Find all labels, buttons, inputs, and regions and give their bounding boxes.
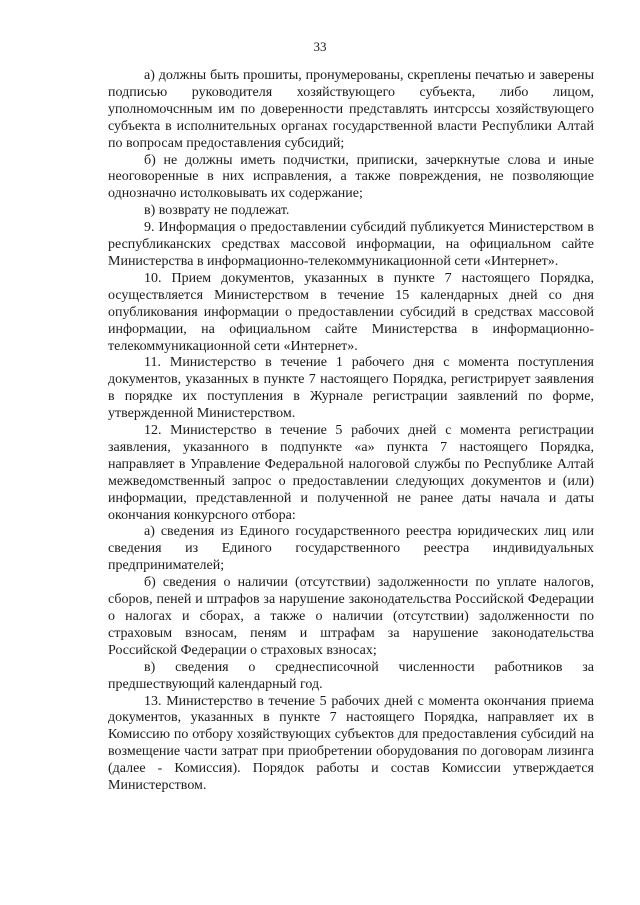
paragraph-13: 13. Министерство в течение 5 рабочих дней с момента окончания приема документов, указанных в пункте 7 настоящего Порядка, направляет их в Комиссию по отбору хозяйствующих субъектов для предоставления субсидий на возмещение части затрат при приобретении оборудования по договорам лизинга (далее - Комиссия). Порядок работы и состав Комиссии утверждается Министерством. <box>108 693 594 794</box>
paragraph-12: 12. Министерство в течение 5 рабочих дней с момента регистрации заявления, указанного в подпункте «а» пункта 7 настоящего Порядка, направляет в Управление Федеральной налоговой службы по Республике Алтай межведомственный запрос о предоставлении следующих документов и (или) информации, представленной и полученной не ранее даты начала и даты окончания конкурсного отбора: <box>108 423 594 523</box>
paragraph-10: 10. Прием документов, указанных в пункте 7 настоящего Порядка, осуществляется Министерством в течение 15 календарных дней со дня опубликования информации о предоставлении субсидий в средствах массовой информации, на официальном сайте Министерства в информационно-телекоммуникационной сети «Интернет». <box>108 270 594 354</box>
paragraph-11: 11. Министерство в течение 1 рабочего дня с момента поступления документов, указанных в пункте 7 настоящего Порядка, регистрирует заявления в порядке их поступления в Журнале регистрации заявлений по форме, утвержденной Министерством. <box>108 355 594 422</box>
paragraph-12a: а) сведения из Единого государственного реестра юридических лиц или сведения из Единого государственного реестра индивидуальных предпринимателей; <box>108 524 594 574</box>
paragraph-12b: б) сведения о наличии (отсутствии) задолженности по уплате налогов, сборов, пеней и штрафов за нарушение законодательства Российской Федерации о налогах и сборах, а также о наличии (отсутствии) задолженности по страховым взносам, пеням и штрафам за нарушение законодательства Российской Федерации о страховых взносах; <box>108 575 594 658</box>
paragraph-3a: а) должны быть прошиты, пронумерованы, скреплены печатью и заверены подписью руководителя хозяйствующего субъекта, либо лицом, уполномочснным им по доверенности представлять интсрссы хозяйствующего субъекта в исполнительных органах государственной власти Республики Алтай по вопросам предоставления субсидий; <box>108 68 594 151</box>
paragraph-3b: б) не должны иметь подчистки, приписки, зачеркнутые слова и иные неоговоренные в них исправления, а также повреждения, не позволяющие однозначно истолковывать их содержание; <box>108 152 594 202</box>
paragraph-9: 9. Информация о предоставлении субсидий публикуется Министерством в республиканских средствах массовой информации, на официальном сайте Министерства в информационно-телекоммуникационной сети «Интернет». <box>108 220 594 269</box>
page-number: 33 <box>313 39 327 54</box>
paragraph-12c: в) сведения о среднесписочной численности работников за предшествующий календарный год. <box>108 659 594 692</box>
document-body <box>108 68 594 795</box>
paragraph-3c: в) возврату не подлежат. <box>144 203 290 219</box>
